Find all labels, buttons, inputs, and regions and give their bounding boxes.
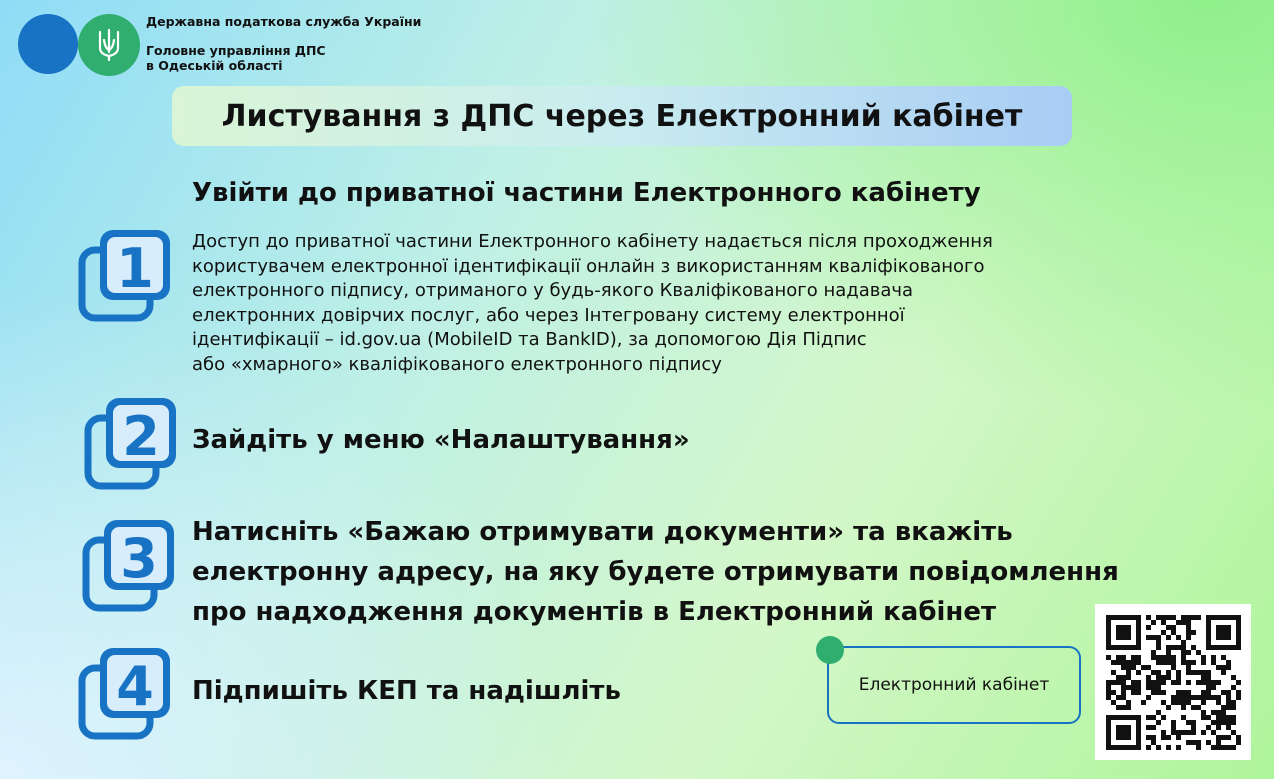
step-2-number: 2 <box>122 405 160 468</box>
step-1-description <box>192 230 1182 377</box>
step-3-number: 3 <box>120 527 158 590</box>
green-dot-decoration <box>816 636 844 664</box>
step-1-line: електронного підпису, отриманого у будь-якого Кваліфікованого надавача <box>192 280 914 301</box>
page-title: Листування з ДПС через Електронний кабінет <box>172 86 1072 146</box>
electronic-cabinet-label: Електронний кабінет <box>858 675 1050 695</box>
step-2-title: Зайдіть у меню «Налаштування» <box>192 425 690 455</box>
step-4-icon <box>76 642 176 742</box>
step-1-line: електронних довірчих послуг, або через Інтегровану систему електронної <box>192 304 905 326</box>
step-1-line: ідентифікації – id.gov.ua (MobileID та BankID), за допомогою Дія Підпис <box>192 329 867 350</box>
step-1-icon <box>76 224 176 324</box>
trident-logo <box>78 14 140 76</box>
step-4-title: Підпишіть КЕП та надішліть <box>192 676 621 706</box>
step-1-number: 1 <box>116 237 154 300</box>
step-3-title <box>192 512 1119 632</box>
org-line-1: Державна податкова служба України <box>146 14 422 29</box>
dps-logo-circle <box>18 14 78 74</box>
step-4-number: 4 <box>116 655 154 718</box>
step-1-line: користувачем електронної ідентифікації онлайн з використанням кваліфікованого <box>192 255 985 277</box>
step-3-line: про надходження документів в Електронний кабінет <box>192 597 997 627</box>
step-3-icon <box>80 514 180 614</box>
org-line-2: Головне управління ДПС <box>146 43 326 58</box>
step-2-icon <box>82 392 182 492</box>
organization-name <box>146 14 421 73</box>
step-1-line: Доступ до приватної частини Електронного кабінету надається після проходження <box>192 231 993 252</box>
electronic-cabinet-link[interactable] <box>827 646 1081 724</box>
step-1-line: або «хмарного» кваліфікованого електронного підпису <box>192 353 722 375</box>
qr-code[interactable] <box>1095 604 1251 760</box>
qr-code-icon <box>1095 604 1251 760</box>
org-line-3: в Одеській області <box>146 58 283 73</box>
step-3-line: Натисніть «Бажаю отримувати документи» та вкажіть <box>192 517 1013 547</box>
step-3-line: електронну адресу, на яку будете отримувати повідомлення <box>192 557 1119 587</box>
step-1-title: Увійти до приватної частини Електронного кабінету <box>192 178 981 208</box>
trident-icon <box>95 28 123 62</box>
